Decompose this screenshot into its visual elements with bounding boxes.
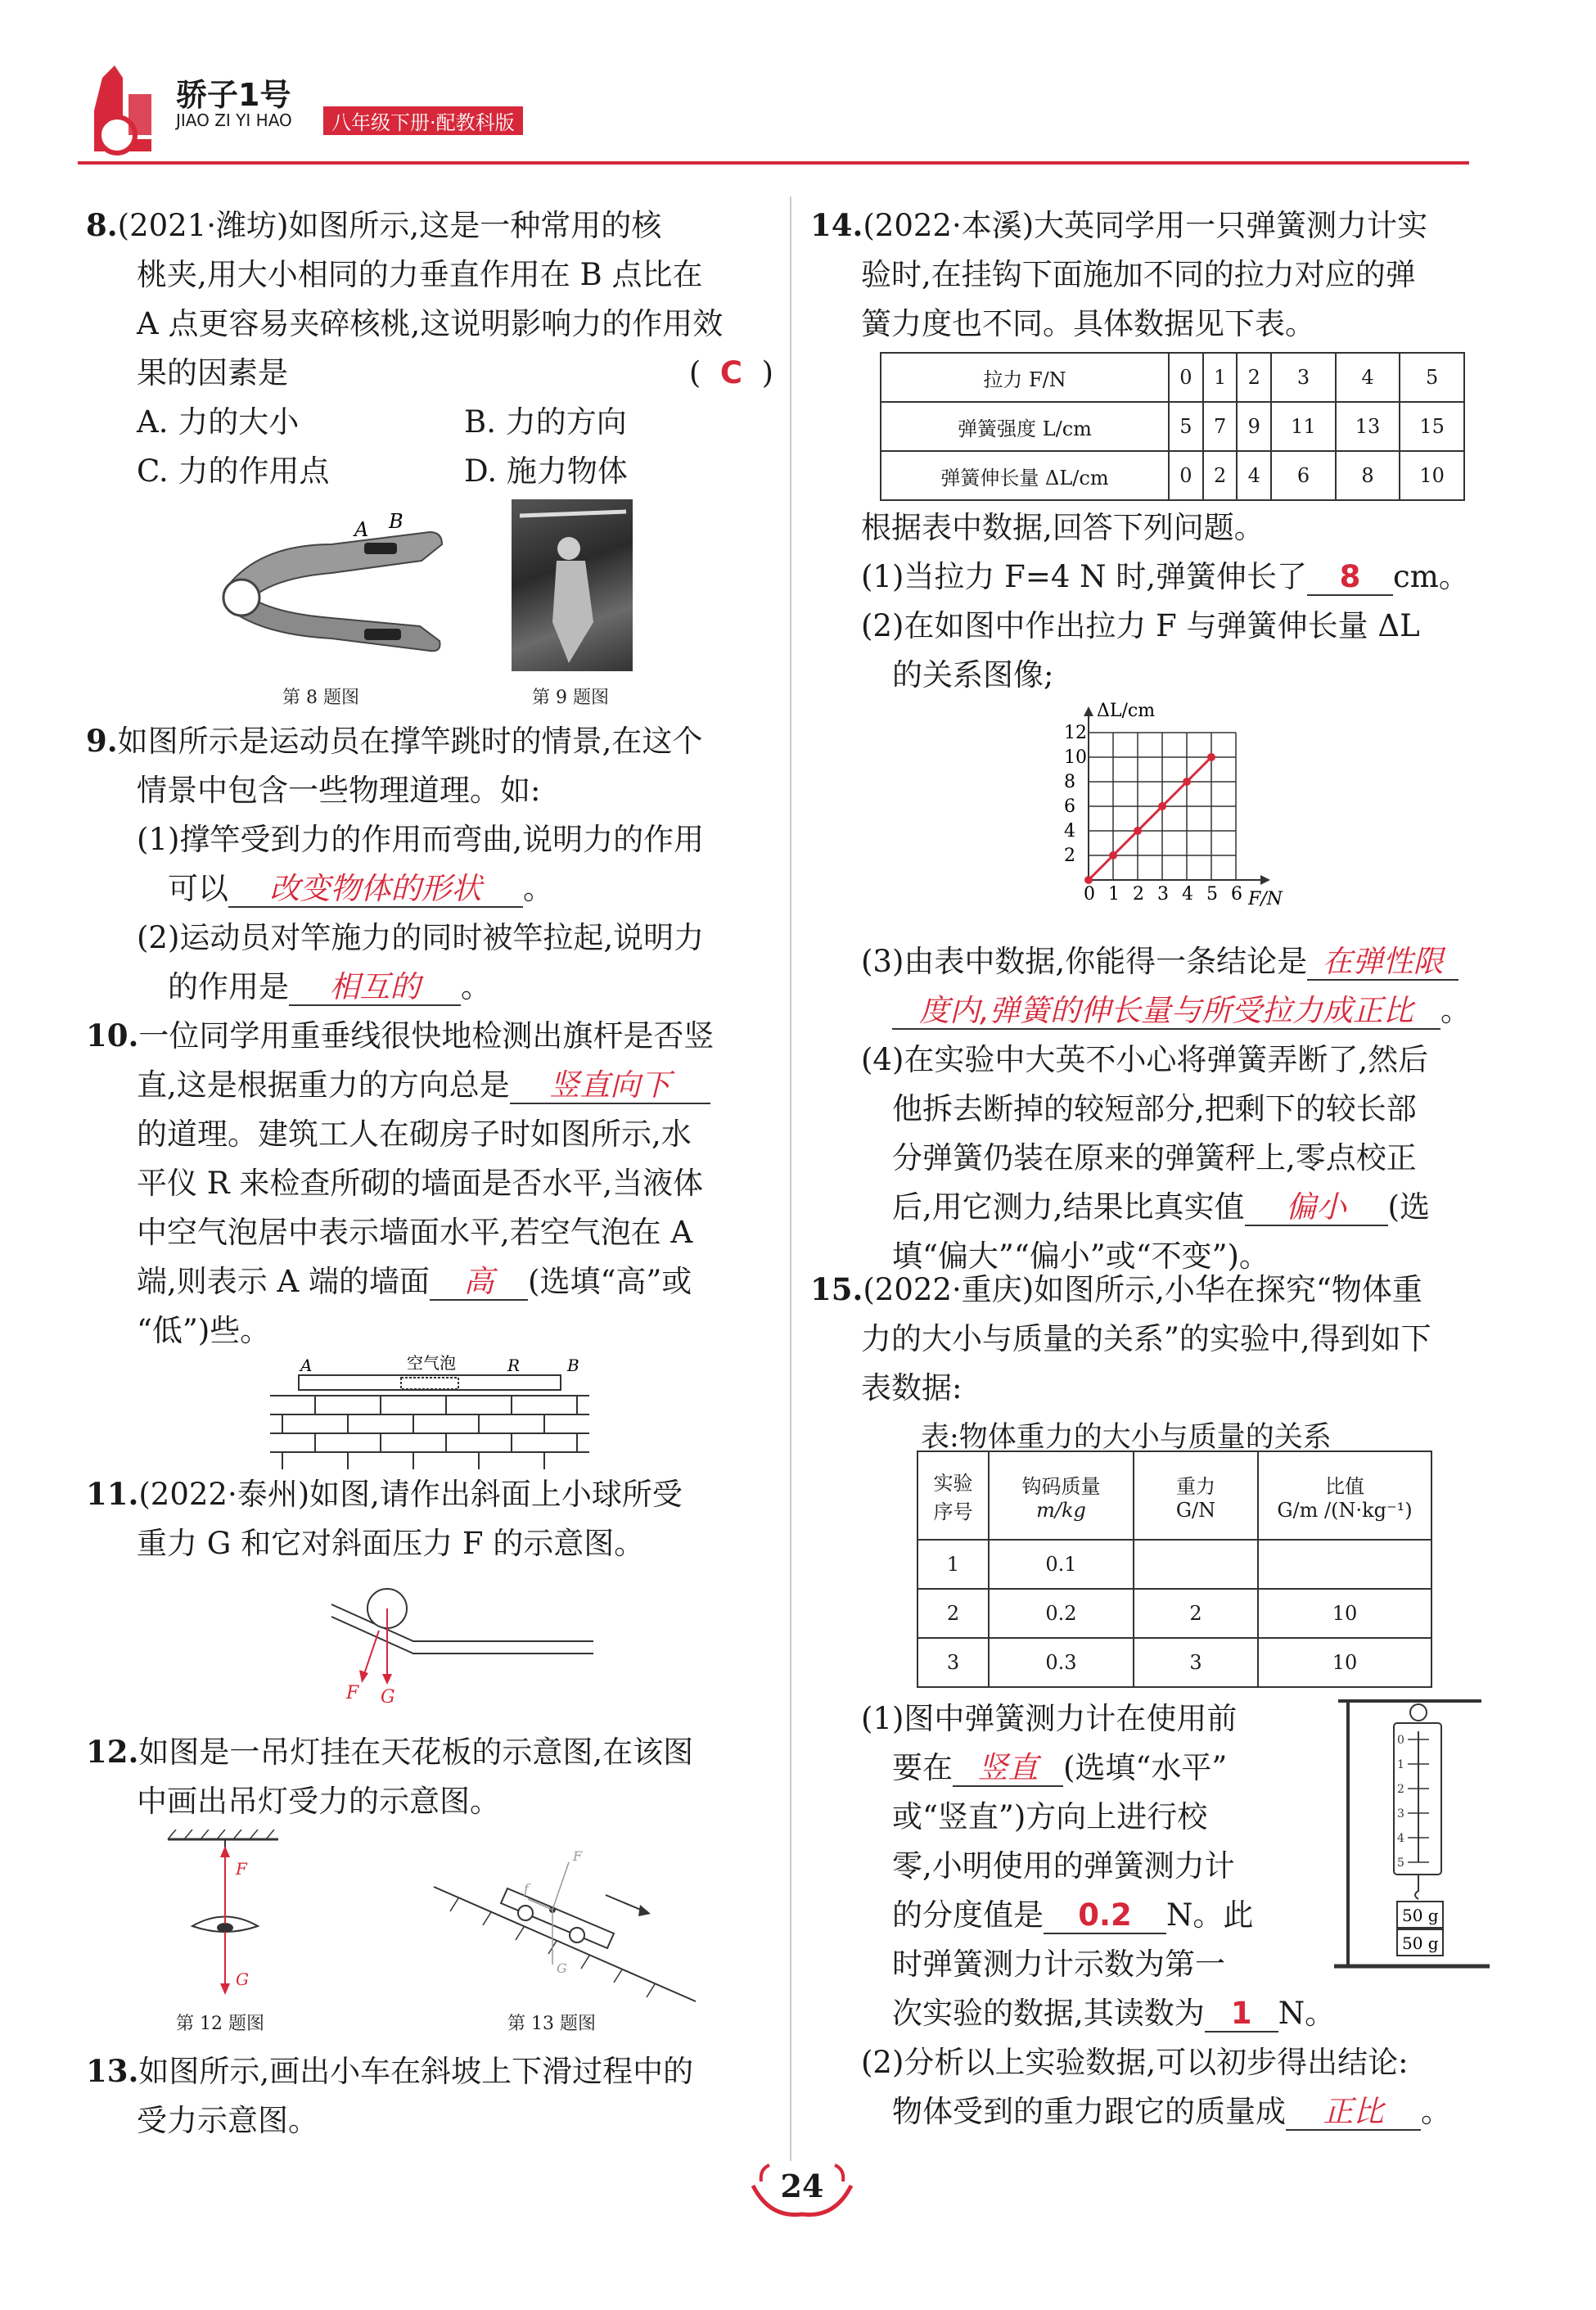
q14-unit: cm。 bbox=[1393, 559, 1469, 594]
table-cell: 6 bbox=[1271, 451, 1336, 500]
data-point bbox=[1158, 802, 1166, 810]
table-header-row bbox=[917, 1451, 1431, 1540]
q10-line: 的道理。建筑工人在砌房子时如图所示,水 bbox=[137, 1117, 692, 1152]
q14-part2-text: 的关系图像; bbox=[892, 657, 1054, 693]
q8-line: A 点更容易夹碎核桃,这说明影响力的作用效 bbox=[137, 306, 724, 341]
q13-line: 受力示意图。 bbox=[137, 2103, 318, 2138]
q12-number: 12. bbox=[86, 1734, 139, 1770]
q15-answer-4: 正比 bbox=[1286, 2096, 1421, 2131]
y-tick-label: 2 bbox=[1064, 846, 1075, 866]
table-header: 比值 bbox=[1325, 1474, 1364, 1498]
q9-part2: (2)运动员对竿施力的同时被竿拉起,说明力 bbox=[137, 920, 705, 955]
q8-label-b: B bbox=[389, 512, 404, 533]
q8-option-c: C. 力的作用点 bbox=[137, 453, 330, 489]
wall-label-a: A bbox=[300, 1356, 313, 1375]
q14-part1: (1)当拉力 F=4 N 时,弹簧伸长了 bbox=[861, 559, 1308, 594]
incline-ball-figure bbox=[323, 1572, 602, 1707]
q12-line: 中画出吊灯受力的示意图。 bbox=[137, 1784, 500, 1819]
q15-part1: 次实验的数据,其读数为 bbox=[892, 1996, 1205, 2031]
question-12 bbox=[86, 1727, 773, 1826]
q15-part1: N。 bbox=[1278, 1996, 1336, 2031]
q14-answer-1: 8 bbox=[1307, 561, 1393, 596]
x-tick-label: 6 bbox=[1231, 884, 1242, 905]
brand-title: 骄子1号 bbox=[176, 77, 291, 113]
logo-icon bbox=[78, 61, 168, 164]
table-header: m/kg bbox=[1036, 1498, 1086, 1522]
table-row-label: 拉力 F/N bbox=[881, 353, 1169, 402]
y-tick-label: 12 bbox=[1064, 723, 1087, 743]
q15-part2: (2)分析以上实验数据,可以初步得出结论: bbox=[861, 2045, 1409, 2080]
q14-answer-3b: 度内,弹簧的伸长量与所受拉力成正比 bbox=[892, 995, 1440, 1030]
table-cell: 5 bbox=[1169, 402, 1203, 451]
chart-line bbox=[1084, 753, 1215, 884]
q15-answer-3: 1 bbox=[1205, 1997, 1278, 2033]
table-cell: 2 bbox=[1134, 1589, 1258, 1638]
q9-punct: 。 bbox=[461, 969, 491, 1004]
table-cell: 9 bbox=[1237, 402, 1271, 451]
q14-part4: 填“偏大”“偏小”或“不变”)。 bbox=[892, 1238, 1269, 1274]
svg-text:3: 3 bbox=[1397, 1807, 1404, 1820]
q15-line: 表数据: bbox=[861, 1370, 963, 1405]
q14-line: 验时,在挂钩下面施加不同的拉力对应的弹 bbox=[861, 257, 1416, 292]
page-number: 24 bbox=[780, 2168, 824, 2204]
table-header: 序号 bbox=[933, 1500, 973, 1523]
q13-label-f: F bbox=[573, 1848, 583, 1864]
table-cell: 10 bbox=[1258, 1638, 1431, 1687]
table-header: 钩码质量 bbox=[1021, 1474, 1101, 1498]
chart-xlabel: F/N bbox=[1248, 889, 1283, 909]
table-cell: 1 bbox=[917, 1540, 989, 1589]
table-cell: 4 bbox=[1237, 451, 1271, 500]
q10-line: “低”)些。 bbox=[137, 1313, 271, 1348]
mass-weight-table bbox=[917, 1451, 1432, 1688]
data-point bbox=[1183, 778, 1191, 786]
y-tick-label: 4 bbox=[1064, 821, 1075, 841]
q8-number: 8. bbox=[86, 207, 118, 243]
q11-label-f: F bbox=[346, 1683, 359, 1703]
wall-label-b: B bbox=[567, 1356, 579, 1375]
table-cell: 4 bbox=[1336, 353, 1400, 402]
q15-part1: 的分度值是 bbox=[892, 1897, 1044, 1933]
q9-part1: (1)撑竿受到力的作用而弯曲,说明力的作用 bbox=[137, 822, 705, 857]
q15-punct: 。 bbox=[1421, 2094, 1451, 2129]
header-rule bbox=[78, 161, 1469, 165]
q8-line: 果的因素是 bbox=[137, 355, 288, 390]
q9-answer-1: 改变物体的形状 bbox=[228, 873, 523, 908]
weight-label: 50 g bbox=[1402, 1906, 1439, 1925]
q14-line: (2022·本溪)大英同学用一只弹簧测力计实 bbox=[863, 208, 1428, 243]
q8-line: 桃夹,用大小相同的力垂直作用在 B 点比在 bbox=[137, 257, 703, 292]
q9-part1-text: 可以 bbox=[168, 871, 228, 906]
q14-part3: (3)由表中数据,你能得一条结论是 bbox=[861, 944, 1308, 979]
svg-text:5: 5 bbox=[1397, 1857, 1404, 1870]
table-header: G/N bbox=[1175, 1498, 1216, 1522]
table-cell: 3 bbox=[917, 1638, 989, 1687]
q8-caption: 第 8 题图 bbox=[282, 688, 359, 708]
table-cell: 0 bbox=[1169, 353, 1203, 402]
q8-option-d: D. 施力物体 bbox=[464, 453, 628, 489]
q13-caption: 第 13 题图 bbox=[507, 2014, 596, 2034]
q14-part4: 他拆去断掉的较短部分,把剩下的较长部 bbox=[892, 1091, 1417, 1126]
q15-part1: (选填“水平” bbox=[1063, 1750, 1228, 1785]
brick-wall-figure bbox=[266, 1351, 593, 1469]
svg-text:1: 1 bbox=[1397, 1758, 1404, 1771]
table-cell: 0.2 bbox=[989, 1589, 1134, 1638]
chart-ylabel: ΔL/cm bbox=[1097, 701, 1156, 721]
question-15 bbox=[810, 1265, 1498, 1462]
x-tick-label: 4 bbox=[1182, 884, 1193, 905]
question-11 bbox=[86, 1469, 773, 1568]
q15-table-title: 表:物体重力的大小与质量的关系 bbox=[921, 1421, 1332, 1454]
table-row bbox=[917, 1638, 1431, 1687]
q11-label-g: G bbox=[381, 1687, 395, 1707]
q12-label-f: F bbox=[236, 1859, 247, 1879]
athlete-icon bbox=[512, 499, 633, 671]
data-point bbox=[1109, 851, 1117, 859]
q14-answer-4: 偏小 bbox=[1245, 1191, 1388, 1226]
q15-part1: (1)图中弹簧测力计在使用前 bbox=[861, 1701, 1238, 1736]
brand-pinyin: JIAO ZI YI HAO bbox=[176, 111, 292, 130]
cart-slope-figure bbox=[426, 1830, 704, 2005]
table-cell: 7 bbox=[1203, 402, 1238, 451]
force-extension-chart bbox=[1056, 700, 1318, 913]
q15-part1: N。此 bbox=[1166, 1897, 1254, 1933]
question-13 bbox=[86, 2046, 773, 2145]
q10-line: 直,这是根据重力的方向总是 bbox=[137, 1067, 510, 1103]
pole-vault-photo bbox=[512, 499, 633, 671]
svg-text:0: 0 bbox=[1397, 1734, 1404, 1747]
q10-line: 平仪 R 来检查所砌的墙面是否水平,当液体 bbox=[137, 1166, 704, 1201]
table-cell: 2 bbox=[1237, 353, 1271, 402]
q14-part4: (4)在实验中大英不小心将弹簧弄断了,然后 bbox=[861, 1042, 1429, 1077]
table-cell: 10 bbox=[1258, 1589, 1431, 1638]
q15-part1: 时弹簧测力计示数为第一 bbox=[892, 1947, 1225, 1982]
table-cell: 3 bbox=[1134, 1638, 1258, 1687]
y-tick-label: 8 bbox=[1064, 772, 1075, 792]
table-row bbox=[881, 353, 1464, 402]
series-line bbox=[1089, 757, 1211, 880]
y-axis-arrow bbox=[1084, 706, 1093, 716]
q8-label-a: A bbox=[354, 518, 369, 541]
table-cell: 1 bbox=[1203, 353, 1238, 402]
q15-part1: 零,小明使用的弹簧测力计 bbox=[892, 1848, 1235, 1884]
table-cell bbox=[1134, 1540, 1258, 1589]
q8-line: 如图所示,这是一种常用的核 bbox=[288, 208, 662, 243]
q14-punct: 。 bbox=[1440, 993, 1471, 1028]
question-9 bbox=[86, 716, 773, 1012]
question-10 bbox=[86, 1011, 773, 1356]
table-cell: 15 bbox=[1400, 402, 1464, 451]
q10-line: 中空气泡居中表示墙面水平,若空气泡在 A bbox=[137, 1215, 693, 1250]
table-row bbox=[881, 451, 1464, 500]
data-point bbox=[1134, 827, 1142, 835]
table-cell: 10 bbox=[1400, 451, 1464, 500]
q10-line: 端,则表示 A 端的墙面 bbox=[137, 1264, 431, 1299]
q10-answer-2: 高 bbox=[430, 1266, 528, 1301]
x-tick-label: 1 bbox=[1108, 884, 1120, 905]
q9-punct: 。 bbox=[523, 871, 553, 906]
y-tick-label: 6 bbox=[1064, 796, 1075, 817]
q14-part4: 后,用它测力,结果比真实值 bbox=[892, 1189, 1245, 1225]
q8-option-b: B. 力的方向 bbox=[464, 404, 627, 440]
question-14 bbox=[810, 201, 1498, 349]
table-cell: 0.3 bbox=[989, 1638, 1134, 1687]
x-tick-label: 3 bbox=[1157, 884, 1169, 905]
x-tick-label: 2 bbox=[1133, 884, 1144, 905]
q10-line: (选填“高”或 bbox=[528, 1264, 692, 1299]
table-row bbox=[917, 1589, 1431, 1638]
q14-line: 簧力度也不同。具体数据见下表。 bbox=[861, 306, 1315, 341]
q11-line: 重力 G 和它对斜面压力 F 的示意图。 bbox=[137, 1526, 645, 1561]
table-row-label: 弹簧伸长量 ΔL/cm bbox=[881, 451, 1169, 500]
table-row bbox=[881, 402, 1464, 451]
q9-line: 如图所示是运动员在撑竿跳时的情景,在这个 bbox=[117, 724, 703, 759]
q9-answer-2: 相互的 bbox=[289, 971, 461, 1006]
question-8 bbox=[86, 201, 773, 496]
q12-caption: 第 12 题图 bbox=[176, 2014, 264, 2034]
x-tick-label: 5 bbox=[1206, 884, 1218, 905]
q9-caption: 第 9 题图 bbox=[532, 688, 609, 708]
q8-source: (2021·潍坊) bbox=[117, 208, 289, 243]
x-tick-label: 0 bbox=[1084, 884, 1095, 905]
q11-line: (2022·泰州)如图,请作出斜面上小球所受 bbox=[138, 1477, 683, 1512]
y-tick-label: 10 bbox=[1064, 747, 1087, 768]
q15-number: 15. bbox=[810, 1271, 863, 1307]
q15-line: (2022·重庆)如图所示,小华在探究“物体重 bbox=[863, 1272, 1422, 1307]
q8-bracket: ) bbox=[761, 355, 773, 390]
wall-label-r: R bbox=[507, 1356, 521, 1375]
question-14-parts bbox=[810, 503, 1498, 700]
header-subtitle: 八年级下册·配教科版 bbox=[323, 106, 523, 135]
q15-answer-1: 竖直 bbox=[953, 1752, 1063, 1787]
q9-line: 情景中包含一些物理道理。如: bbox=[137, 773, 541, 808]
data-point bbox=[1084, 876, 1093, 884]
table-cell: 0.1 bbox=[989, 1540, 1134, 1589]
table-row bbox=[917, 1540, 1431, 1589]
table-cell: 5 bbox=[1400, 353, 1464, 402]
q11-number: 11. bbox=[86, 1476, 139, 1512]
data-point bbox=[1207, 753, 1215, 761]
q14-part4: (选 bbox=[1387, 1189, 1430, 1225]
x-axis-arrow bbox=[1260, 875, 1270, 885]
table-cell: 0 bbox=[1169, 451, 1203, 500]
table-cell: 2 bbox=[917, 1589, 989, 1638]
column-divider bbox=[790, 196, 791, 2161]
table-header: 重力 bbox=[1176, 1474, 1215, 1498]
wall-label-bubble: 空气泡 bbox=[407, 1353, 456, 1373]
svg-text:2: 2 bbox=[1397, 1783, 1404, 1796]
q15-part1: 要在 bbox=[892, 1750, 953, 1785]
table-row-label: 弹簧强度 L/cm bbox=[881, 402, 1169, 451]
q13-number: 13. bbox=[86, 2053, 139, 2089]
q12-label-g: G bbox=[236, 1969, 249, 1989]
question-14-parts-2 bbox=[810, 937, 1498, 1281]
q14-intro: 根据表中数据,回答下列问题。 bbox=[861, 510, 1265, 545]
q14-number: 14. bbox=[810, 207, 863, 243]
table-header: G/m /(N·kg⁻¹) bbox=[1277, 1498, 1413, 1522]
table-cell: 3 bbox=[1271, 353, 1336, 402]
table-cell: 13 bbox=[1336, 402, 1400, 451]
nutcracker-figure bbox=[209, 512, 454, 675]
table-cell: 8 bbox=[1336, 451, 1400, 500]
ceiling-lamp-figure bbox=[164, 1830, 303, 2005]
q8-bracket: ( bbox=[688, 355, 701, 390]
q14-part4: 分弹簧仍装在原来的弹簧秤上,零点校正 bbox=[892, 1140, 1417, 1175]
svg-text:4: 4 bbox=[1397, 1832, 1404, 1845]
q10-answer-1: 竖直向下 bbox=[510, 1069, 710, 1104]
spring-data-table bbox=[880, 352, 1465, 501]
q9-part2-text: 的作用是 bbox=[168, 969, 289, 1004]
q9-number: 9. bbox=[86, 723, 118, 759]
q8-answer: C bbox=[719, 355, 743, 390]
q10-number: 10. bbox=[86, 1017, 139, 1053]
q13-label-g: G bbox=[557, 1960, 567, 1976]
q10-line: 一位同学用重垂线很快地检测出旗杆是否竖 bbox=[138, 1018, 715, 1053]
q15-line: 力的大小与质量的关系”的实验中,得到如下 bbox=[861, 1321, 1431, 1356]
q8-option-a: A. 力的大小 bbox=[137, 404, 300, 440]
table-cell: 2 bbox=[1203, 451, 1238, 500]
table-header: 实验 bbox=[933, 1472, 973, 1495]
q13-label-friction: f bbox=[524, 1881, 529, 1897]
q15-part2: 物体受到的重力跟它的质量成 bbox=[892, 2094, 1286, 2129]
q14-answer-3a: 在弹性限 bbox=[1307, 945, 1458, 981]
q15-answer-2: 0.2 bbox=[1044, 1899, 1166, 1934]
q12-line: 如图是一吊灯挂在天花板的示意图,在该图 bbox=[138, 1735, 694, 1770]
q13-line: 如图所示,画出小车在斜坡上下滑过程中的 bbox=[138, 2054, 694, 2089]
weight-label: 50 g bbox=[1402, 1933, 1439, 1953]
table-cell: 11 bbox=[1271, 402, 1336, 451]
spring-scale-figure bbox=[1330, 1694, 1494, 1977]
table-cell bbox=[1258, 1540, 1431, 1589]
q14-part2: (2)在如图中作出拉力 F 与弹簧伸长量 ΔL bbox=[861, 608, 1420, 643]
q15-part1: 或“竖直”)方向上进行校 bbox=[892, 1799, 1208, 1834]
